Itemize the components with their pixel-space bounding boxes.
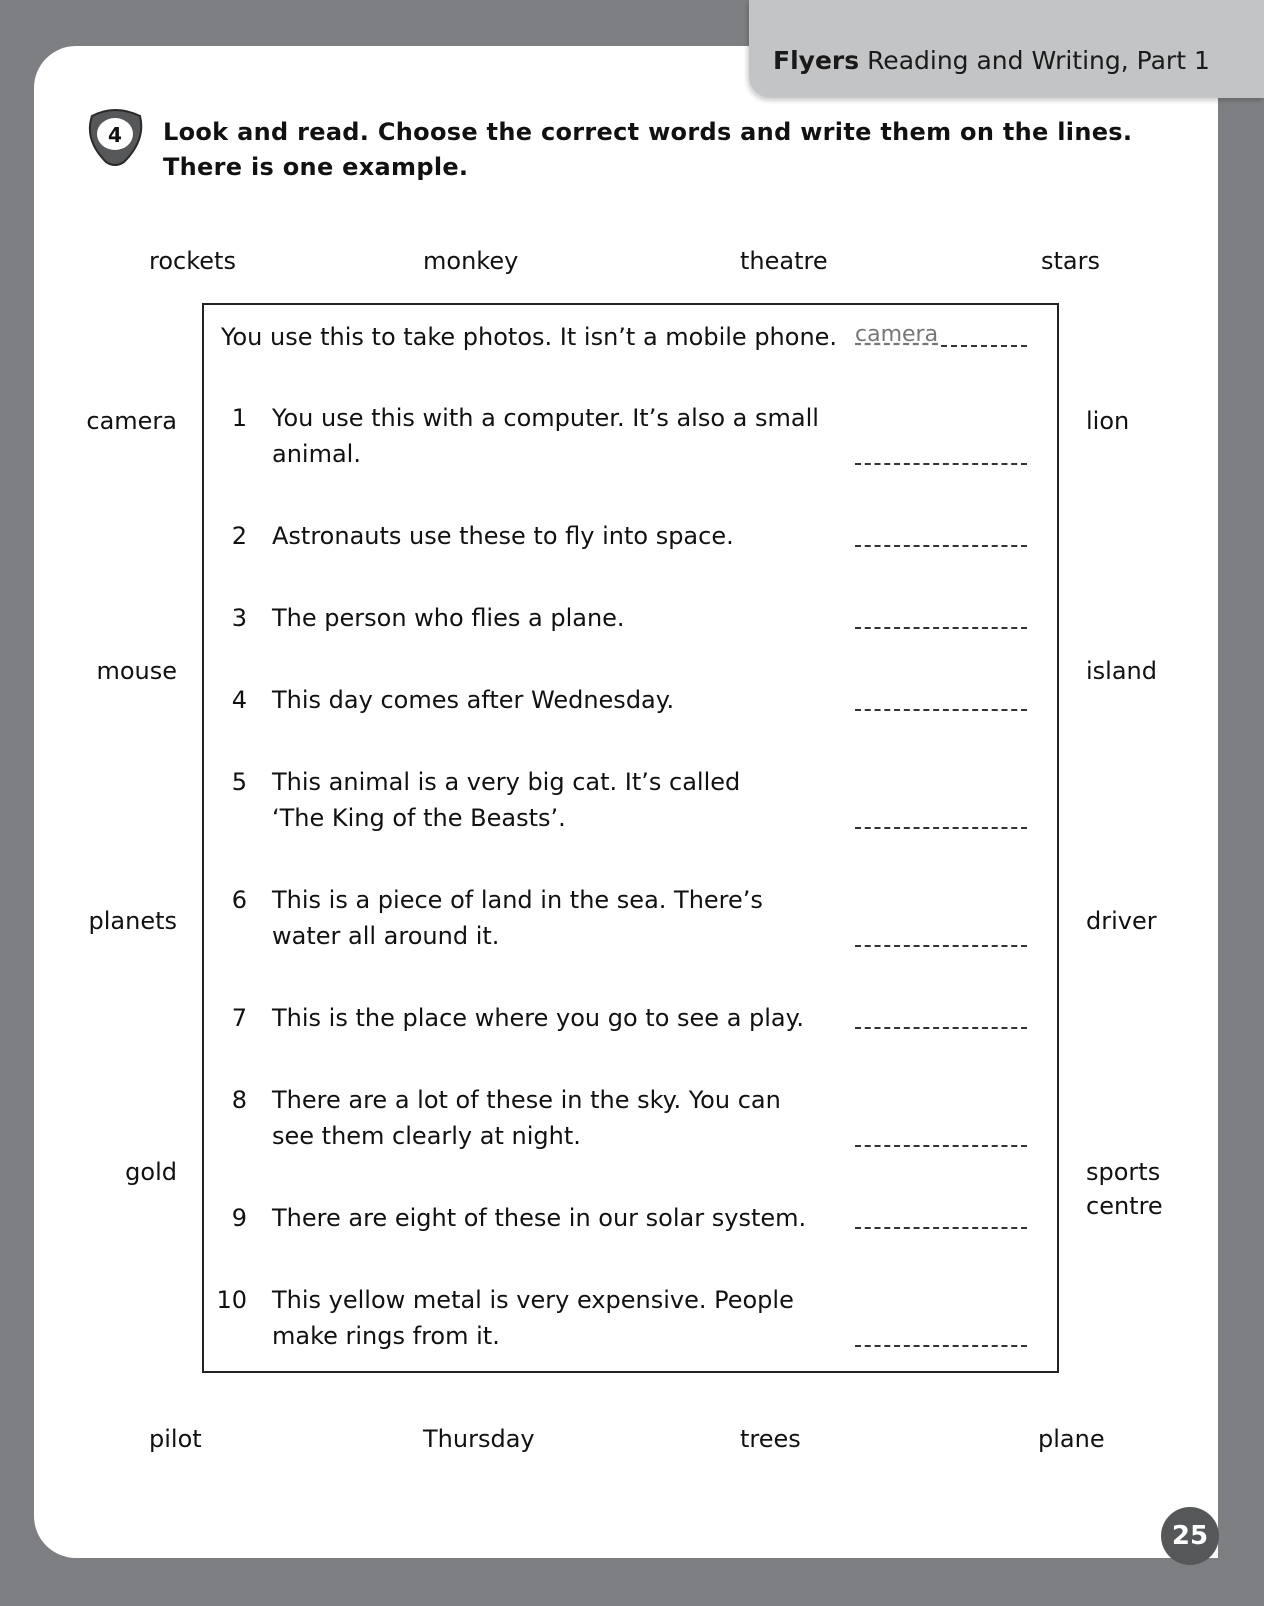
question-text: The person who flies a plane. (272, 604, 625, 632)
question-text: This day comes after Wednesday. (272, 686, 675, 714)
word-sports: sports (1086, 1158, 1161, 1186)
answer-line[interactable] (855, 1027, 1027, 1029)
word-rockets: rockets (149, 247, 236, 275)
word-gold: gold (125, 1158, 177, 1186)
answer-line[interactable] (855, 945, 1027, 947)
question-text: Astronauts use these to fly into space. (272, 522, 734, 550)
answer-line[interactable] (855, 827, 1027, 829)
page-number: 25 (1161, 1507, 1219, 1565)
question-text: There are a lot of these in the sky. You can see them clearly at night. (272, 1086, 781, 1150)
header-section: Reading and Writing, Part 1 (867, 46, 1210, 75)
question-text: This yellow metal is very expensive. People make rings from it. (272, 1286, 794, 1350)
instruction-line-1: Look and read. Choose the correct words and write them on the lines. (163, 118, 1133, 146)
word-sports-centre (1086, 1155, 1163, 1223)
question-number: 6 (231, 886, 247, 914)
question-number: 1 (231, 404, 247, 432)
question-number: 8 (231, 1086, 247, 1114)
example-text: You use this to take photos. It isn’t a mobile phone. (221, 323, 838, 351)
question-text: This is a piece of land in the sea. There’s water all around it. (272, 886, 763, 950)
question-number: 5 (231, 768, 247, 796)
word-planets: planets (88, 907, 177, 935)
word-island: island (1086, 657, 1157, 685)
word-camera: camera (86, 407, 177, 435)
example-answer: camera (855, 322, 939, 347)
word-theatre: theatre (740, 247, 828, 275)
word-monkey: monkey (423, 247, 519, 275)
question-number: 2 (231, 522, 247, 550)
answer-line[interactable] (855, 1345, 1027, 1347)
answer-line[interactable] (855, 709, 1027, 711)
question-number: 3 (231, 604, 247, 632)
word-thursday: Thursday (423, 1425, 535, 1453)
word-trees: trees (740, 1425, 801, 1453)
question-number: 7 (231, 1004, 247, 1032)
question-number: 4 (231, 686, 247, 714)
exercise-number-badge (84, 106, 146, 168)
instruction-line-2: There is one example. (163, 153, 469, 181)
word-stars: stars (1041, 247, 1100, 275)
question-text: There are eight of these in our solar system. (272, 1204, 807, 1232)
answer-line[interactable] (855, 545, 1027, 547)
question-text: You use this with a computer. It’s also a small animal. (272, 404, 819, 468)
question-number: 10 (216, 1286, 247, 1314)
word-pilot: pilot (149, 1425, 202, 1453)
question-text: This is the place where you go to see a play. (272, 1004, 805, 1032)
answer-line[interactable] (855, 463, 1027, 465)
answer-line[interactable] (855, 627, 1027, 629)
word-driver: driver (1086, 907, 1157, 935)
answer-line[interactable] (855, 1145, 1027, 1147)
instructions (163, 115, 1132, 185)
word-mouse: mouse (96, 657, 177, 685)
header-series: Flyers (773, 46, 860, 75)
header-title (773, 46, 1210, 75)
answer-line[interactable] (855, 1227, 1027, 1229)
word-lion: lion (1086, 407, 1130, 435)
exercise-number: 4 (108, 123, 122, 147)
question-number: 9 (231, 1204, 247, 1232)
question-text: This animal is a very big cat. It’s called ‘The King of the Beasts’. (272, 768, 741, 832)
example-answer-line (941, 345, 1027, 347)
word-plane: plane (1038, 1425, 1105, 1453)
word-centre: centre (1086, 1192, 1163, 1220)
